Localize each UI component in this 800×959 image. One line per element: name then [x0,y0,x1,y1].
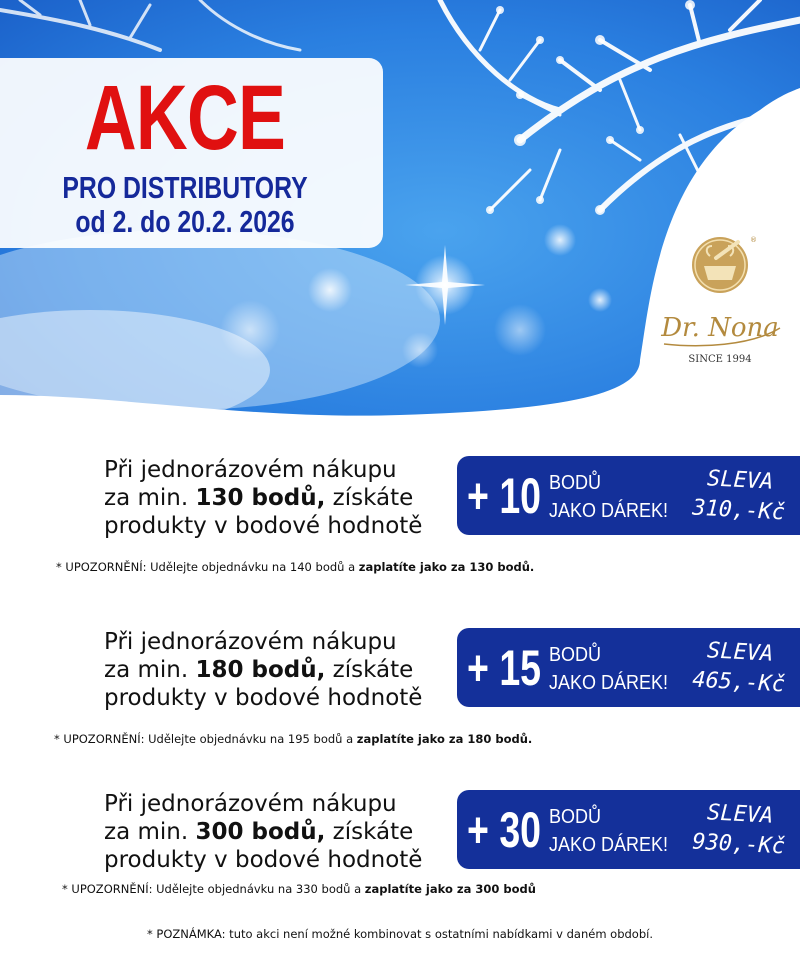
bonus-points: + 10 [467,468,542,524]
dr-nona-logo [650,228,790,368]
offer-line3: produkty v bodové hodnotě [104,847,423,873]
offer-row [0,456,800,606]
discount-value: 310,-Kč [691,495,786,526]
offer-line2: za min. 180 bodů, získáte [104,657,414,683]
offer-line2: za min. 130 bodů, získáte [104,485,414,511]
bonus-badge [457,790,800,869]
footnote: * POZNÁMKA: tuto akci není možné kombinovat s ostatními nabídkami v daném období. [146,927,653,941]
offer-note: * UPOZORNĚNÍ: Udělejte objednávku na 330 bodů a zaplatíte jako za 300 bodů [62,882,536,896]
offer-min-points: 300 bodů, [195,819,326,845]
bonus-label: BODŮ JAKO DÁREK! [549,472,669,522]
offer-description [104,628,464,712]
bonus-points: + 30 [467,802,542,858]
offer-line2: za min. 300 bodů, získáte [104,819,414,845]
logo-since: SINCE 1994 [688,354,752,365]
logo-brand: Dr. Nona [661,313,779,343]
offer-line1: Při jednorázovém nákupu [104,457,397,483]
bonus-badge [457,628,800,707]
bonus-badge [457,456,800,535]
offer-min-points: 180 bodů, [195,657,326,683]
discount-label: SLEVA 465,-Kč [692,636,788,701]
offer-min-points: 130 bodů, [195,485,326,511]
offer-line3: produkty v bodové hodnotě [104,513,423,539]
discount-label: SLEVA 930,-Kč [692,798,788,863]
discount-label: SLEVA 310,-Kč [692,464,788,529]
offer-row [0,790,800,940]
page-title: AKCE [84,67,286,169]
offer-line1: Při jednorázovém nákupu [104,629,397,655]
offer-description [104,456,464,540]
offer-note: * UPOZORNĚNÍ: Udělejte objednávku na 195 bodů a zaplatíte jako za 180 bodů. [54,732,533,746]
discount-value: 930,-Kč [691,829,786,860]
offer-line1: Při jednorázovém nákupu [104,791,397,817]
bonus-label: BODŮ JAKO DÁREK! [549,806,669,856]
offer-row [0,628,800,778]
hero-banner [0,0,800,420]
subtitle-date-range: od 2. do 20.2. 2026 [75,204,295,239]
offer-description [104,790,464,874]
mortar-icon [704,266,736,280]
bonus-label: BODŮ JAKO DÁREK! [549,644,669,694]
registered-mark: ® [750,236,757,244]
offer-line3: produkty v bodové hodnotě [104,685,423,711]
subtitle-distributors: PRO DISTRIBUTORY [62,170,308,205]
bonus-points: + 15 [467,640,542,696]
offer-note: * UPOZORNĚNÍ: Udělejte objednávku na 140 bodů a zaplatíte jako za 130 bodů. [56,560,535,574]
discount-value: 465,-Kč [691,667,786,698]
